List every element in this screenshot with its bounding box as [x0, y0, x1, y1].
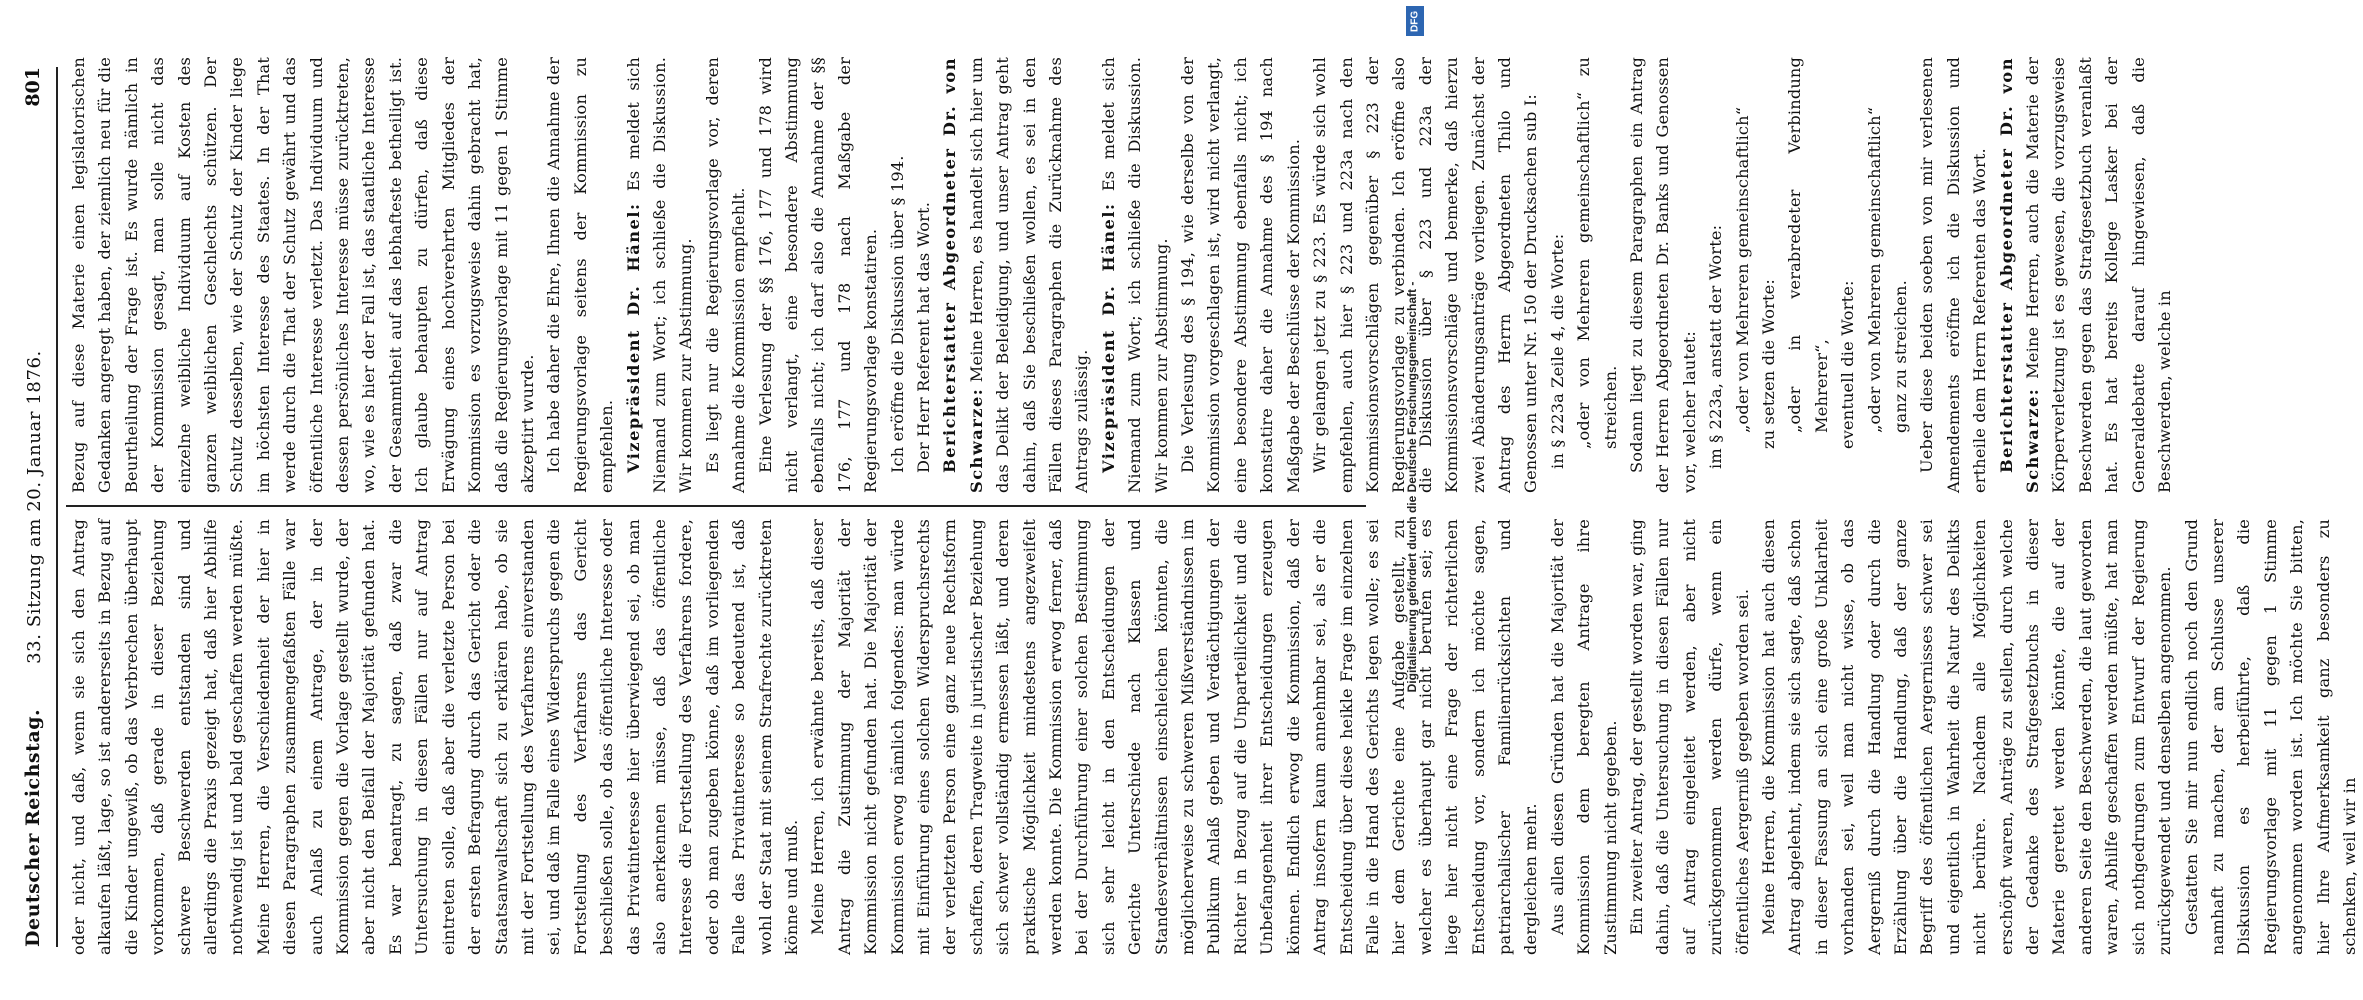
header-page-number: 801 [22, 67, 44, 107]
paragraph: Wir gelangen jetzt zu § 223. Es würde sich wohl empfehlen, auch hier § 223 und 223a nach den Kommissionsvorschlägen gegenüber § 223 der Regierungsvorlage zu verbinden. Ich eröffne also die Diskussion über § 223 und 223a der Kommissionsvorschläge und bemerke, daß hierzu zwei Abänderungsanträge vorliegen. Zunächst der Antrag des Herrn Abgeordneten Thilo und Genossen unter Nr. 150 der Drucksachen sub I: [1310, 57, 1541, 493]
paragraph: eventuell die Worte: [1838, 280, 1858, 449]
paragraph: in § 223a Zeile 4, die Worte: [1547, 233, 1567, 469]
header-publication-title: Deutscher Reichstag. [22, 708, 44, 947]
speaker-name: Vizepräsident Dr. Hänel: [623, 202, 643, 473]
text-column-left [66, 519, 2359, 955]
speaker-name: Berichterstatter Abgeordneter Dr. von Schwarze: [1996, 57, 2043, 493]
paragraph: Vizepräsident Dr. Hänel: Es meldet sich Niemand zum Wort; ich schließe die Diskussion. Wir kommen zur Abstimmung. [1098, 57, 1171, 493]
paragraph: Berichterstatter Abgeordneter Dr. von Schwarze: Meine Herren, auch die Materie der Körperverletzung ist es gewesen, die vorzugsweise Beschwerden gegen das Strafgesetzbuch veranlaßt hat. Es hat bereits Kollege Lasker bei der Generaldebatte darauf hingewiesen, daß die Beschwerden, welche in [1996, 57, 2175, 493]
paragraph: Gestatten Sie mir nun endlich noch den Grund namhaft zu machen, der am Schlusse unserer Diskussion es herbeiführte, daß die Regierungsvorlage mit 11 gegen 1 Stimme angenommen worden ist. Ich möchte Sie bitten, hier Ihre Aufmerksamkeit ganz besonders zu schenken, weil wir in [2181, 519, 2359, 955]
paragraph: ganz zu streichen. [1891, 280, 1911, 433]
paragraph: Bezug auf diese Materie einen legislatorischen Gedanken angeregt haben, der ziemlich neu für die Beurtheilung der Frage ist. Es wurde nämlich in der Kommission gesagt, man solle nicht das einzelne weibliche Individuum auf Kosten des ganzen weiblichen Geschlechts schützen. Der Schutz desselben, wie der Schutz der Kinder liege im höchsten Interesse des Staates. In der That werde durch die That der Schutz gewährt und das öffentliche Interesse verletzt. Das Individuum und dessen persönliches Interesse müsse zurücktreten, wo, wie es hier der Fall ist, das staatliche Interesse der Gesammtheit auf das lebhafteste betheiligt ist. Ich glaube behaupten zu dürfen, daß diese Erwägung eines hochverehrten Mitgliedes der Kommission es vorzugsweise dahin gebracht hat, daß die Regierungsvorlage mit 11 gegen 1 Stimme akzeptirt wurde. [69, 57, 537, 493]
paragraph: Ein zweiter Antrag, der gestellt worden war, ging dahin, daß die Untersuchung in diesen Fällen nur auf Antrag eingeleitet werden, aber nicht zurückgenommen werden dürfe, wenn ein öffentliches Aergerniß gegeben worden sei. [1626, 519, 1752, 955]
paragraph: Ich eröffne die Diskussion über § 194. [887, 155, 907, 473]
paragraph: Meine Herren, ich erwähnte bereits, daß dieser Antrag die Zustimmung der Majorität der Kommission nicht gefunden hat. Die Majorität der Kommission erwog nämlich folgendes: man würde mit Einführung eines solchen Widerspruchsrechts der verletzten Person eine ganz neue Rechtsform schaffen, deren Tragweite in juristischer Beziehung sich schwer vollständig ermessen läßt, und deren praktische Möglichkeit mindestens angezweifelt werden konnte. Die Kommission erwog ferner, daß bei der Durchführung einer solchen Bestimmung sich sehr leicht in den Entscheidungen der Gerichte Unterschiede nach Klassen und Standesverhältnissen einschleichen könnten, die möglicherweise zu schweren Mißverständnissen im Publikum Anlaß geben und Verdächtigungen der Richter in Bezug auf die Unparteilichkeit und die Unbefangenheit ihrer Entscheidungen erzeugen können. Endlich erwog die Kommission, daß der Antrag insofern kaum annehmbar sei, als er die Entscheidung über diese heikle Frage im einzelnen Falle in die Hand des Gerichts legen wolle; es sei hier dem Gerichte eine Aufgabe gestellt, zu welcher es überhaupt gar nicht berufen sei; es liege hier nicht eine Frage der richterlichen Entscheidung vor, sondern ich möchte sagen, patriarchalischer Familienrücksichten und dergleichen mehr. [808, 519, 1541, 955]
paragraph: „oder von Mehreren gemeinschaftlich“ [1864, 106, 1884, 433]
header-session-date: 33. Sitzung am 20. Januar 1876. [24, 350, 45, 664]
paragraph: Ueber diese beiden soeben von mir verlesenen Amendements eröffne ich die Diskussion und ertheile dem Herrn Referenten das Wort. [1917, 57, 1990, 493]
paragraph: „oder von Mehreren gemeinschaftlich“ [1732, 106, 1752, 433]
paragraph: Der Herr Referent hat das Wort. [914, 201, 933, 473]
speaker-name: Berichterstatter Abgeordneter Dr. von Schwarze: [940, 57, 986, 493]
column-divider [66, 505, 1366, 507]
paragraph: Sodann liegt zu diesem Paragraphen ein Antrag der Herren Abgeordneten Dr. Banks und Genossen vor, welcher lautet: [1626, 57, 1699, 493]
paragraph: zu setzen die Worte: [1759, 279, 1778, 449]
paragraph: „oder in verabredeter Verbindung Mehrerer“, [1785, 57, 1831, 433]
paragraph: Eine Verlesung der §§ 176, 177 und 178 wird nicht verlangt, eine besondere Abstimmung ebenfalls nicht; ich darf also die Annahme der §§ 176, 177 und 178 nach Maßgabe der Regierungsvorlage konstatiren. [755, 57, 881, 493]
paragraph: Meine Herren, die Kommission hat auch diesen Antrag abgelehnt, indem sie sich sagte, daß schon in dieser Fassung an sich eine große Unklarheit vorhanden sei, weil man nicht wisse, ob das Aergerniß durch die Handlung oder durch die Erzählung über die Handlung, daß der ganze Begriff des öffentlichen Aergernisses schwer sei und eigentlich in Wahrheit die Natur des Delikts nicht berühre. Nachdem alle Möglichkeiten erschöpft waren, Anträge zu stellen, durch welche der Gedanke des Strafgesetzbuchs in dieser Materie gerettet werden könnte, die auf der anderen Seite den Beschwerden, die laut geworden waren, Abhilfe geschaffen werden müßte, hat man sich nothgedrungen zum Entwurf der Regierung zurückgewendet und denselben angenommen. [1759, 519, 2175, 955]
paragraph: im § 223a, anstatt der Worte: [1706, 224, 1726, 469]
paragraph: Ich habe daher die Ehre, Ihnen die Annahme der Regierungsvorlage seitens der Kommission zu empfehlen. [544, 57, 617, 493]
digitization-credit: Digitalisierung gefördert durch die Deutsche Forschungsgemeinschaft - [1405, 281, 1419, 693]
paragraph: Es liegt nur die Regierungsvorlage vor, deren Annahme die Kommission empfiehlt. [702, 57, 749, 493]
paragraph: Vizepräsident Dr. Hänel: Es meldet sich Niemand zum Wort; ich schließe die Diskussion. Wir kommen zur Abstimmung. [623, 57, 696, 493]
paragraph: oder nicht, und daß, wenn sie sich den Antrag alkaufen läßt, lage, so ist andererseits in Bezug auf die Kinder ungewiß, ob das Verbrechen überhaupt vorkommen, daß gerade in dieser Beziehung schwere Beschwerden entstanden sind und allerdings die Praxis gezeigt hat, daß hier Abhilfe nothwendig ist und bald geschaffen werden müßte. Meine Herren, die Verschiedenheit der hier in diesen Paragraphen zusammengefaßten Fälle war auch Anlaß zu einem Antrage, der in der Kommission gegen die Vorlage gestellt wurde, der aber nicht den Beifall der Majorität gefunden hat. Es war beantragt, zu sagen, daß zwar die Untersuchung in diesen Fällen nur auf Antrag eintreten solle, daß aber die verletzte Person bei der ersten Befragung durch das Gericht oder die Staatsanwaltschaft sich zu erklären habe, ob sie mit der Fortstellung des Verfahrens einverstanden sei, und daß im Falle eines Widerspruchs gegen die Fortstellung des Verfahrens das Gericht beschließen solle, ob das öffentliche Interesse oder das Privatinteresse hier überwiegend sei, ob man also anerkennen müsse, daß das öffentliche Interesse die Fortstellung des Verfahrens fordere, oder ob man zugeben könne, daß im vorliegenden Falle das Privatinteresse so bedeutend ist, daß wohl der Staat mit seinem Strafrechte zurücktreten könne und muß. [69, 519, 801, 955]
dfg-logo-icon: DFG [1406, 6, 1424, 36]
speaker-name: Vizepräsident Dr. Hänel: [1098, 202, 1118, 473]
paragraph: „oder von Mehreren gemeinschaftlich“ zu streichen. [1574, 57, 1620, 449]
digitization-sidebar [1402, 0, 1426, 1000]
page-header [16, 67, 58, 947]
paragraph: Aus allen diesen Gründen hat die Majorität der Kommission dem beregten Antrage ihre Zustimmung nicht gegeben. [1547, 519, 1620, 955]
paragraph: Die Verlesung des § 194, wie derselbe von der Kommission vorgeschlagen ist, wird nicht verlangt, eine besondere Abstimmung ebenfalls nicht; ich konstatire daher die Annahme des § 194 nach Maßgabe der Beschlüsse der Kommission. [1178, 57, 1303, 493]
paragraph: Berichterstatter Abgeordneter Dr. von Schwarze: Meine Herren, es handelt sich hier um das Delikt der Beleidigung, und unser Antrag geht dahin, daß Sie beschließen wollen, es sei in den Fällen dieses Paragraphen die Zurücknahme des Antrags zulässig. [940, 57, 1092, 493]
